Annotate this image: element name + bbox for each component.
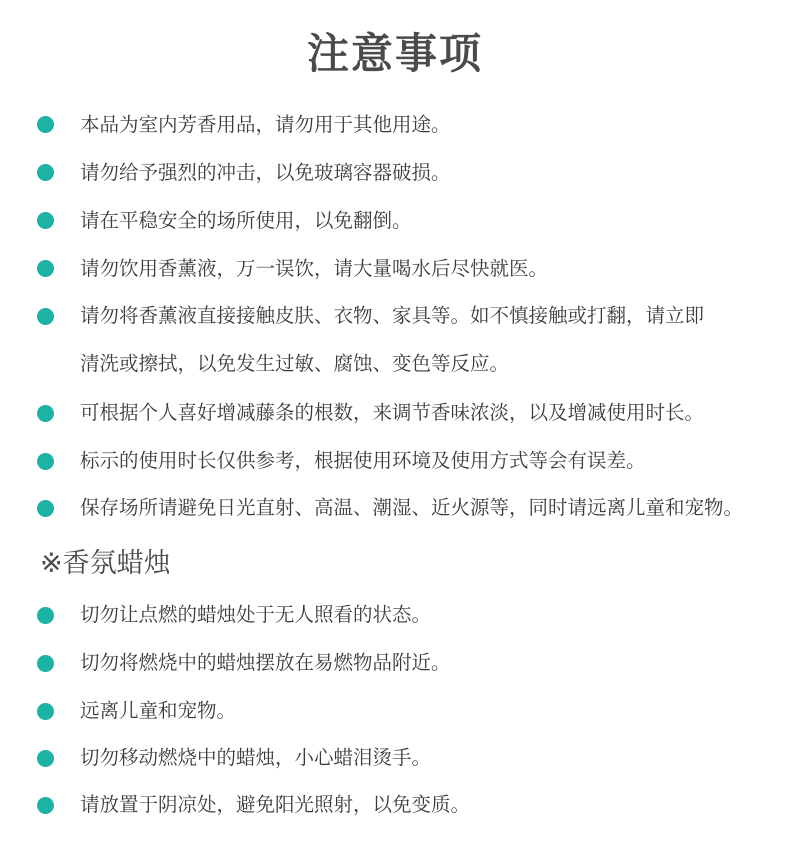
bullet-dot — [37, 116, 54, 133]
bullet-dot — [37, 607, 54, 624]
bullet-dot — [37, 750, 54, 767]
note-item: 请勿饮用香薰液，万一误饮，请大量喝水后尽快就医。 — [80, 257, 549, 280]
bullet-dot — [37, 655, 54, 672]
bullet-dot — [37, 500, 54, 517]
note-item: 保存场所请避免日光直射、高温、潮湿、近火源等，同时请远离儿童和宠物。 — [80, 496, 744, 519]
bullet-dot — [37, 164, 54, 181]
note-item: 本品为室内芳香用品，请勿用于其他用途。 — [80, 113, 451, 136]
bullet-dot — [37, 260, 54, 277]
candle-note-item: 切勿将燃烧中的蜡烛摆放在易燃物品附近。 — [80, 651, 451, 674]
candle-note-item: 远离儿童和宠物。 — [80, 699, 237, 722]
note-item: 请勿将香薰液直接接触皮肤、衣物、家具等。如不慎接触或打翻，请立即 — [80, 304, 705, 327]
candle-note-item: 切勿让点燃的蜡烛处于无人照看的状态。 — [80, 603, 432, 626]
section-heading-candle: ※香氛蜡烛 — [40, 548, 171, 579]
note-item-continuation: 清洗或擦拭，以免发生过敏、腐蚀、变色等反应。 — [80, 352, 510, 375]
bullet-dot — [37, 797, 54, 814]
note-item: 请勿给予强烈的冲击，以免玻璃容器破损。 — [80, 161, 451, 184]
note-item: 可根据个人喜好增减藤条的根数，来调节香味浓淡，以及增减使用时长。 — [80, 401, 705, 424]
bullet-dot — [37, 453, 54, 470]
bullet-dot — [37, 405, 54, 422]
note-item: 请在平稳安全的场所使用，以免翻倒。 — [80, 209, 412, 232]
candle-note-item: 切勿移动燃烧中的蜡烛，小心蜡泪烫手。 — [80, 746, 432, 769]
candle-note-item: 请放置于阴凉处，避免阳光照射，以免变质。 — [80, 793, 471, 816]
bullet-dot — [37, 212, 54, 229]
bullet-dot — [37, 308, 54, 325]
page-title: 注意事项 — [306, 29, 483, 78]
bullet-dot — [37, 703, 54, 720]
note-item: 标示的使用时长仅供参考，根据使用环境及使用方式等会有误差。 — [80, 449, 646, 472]
